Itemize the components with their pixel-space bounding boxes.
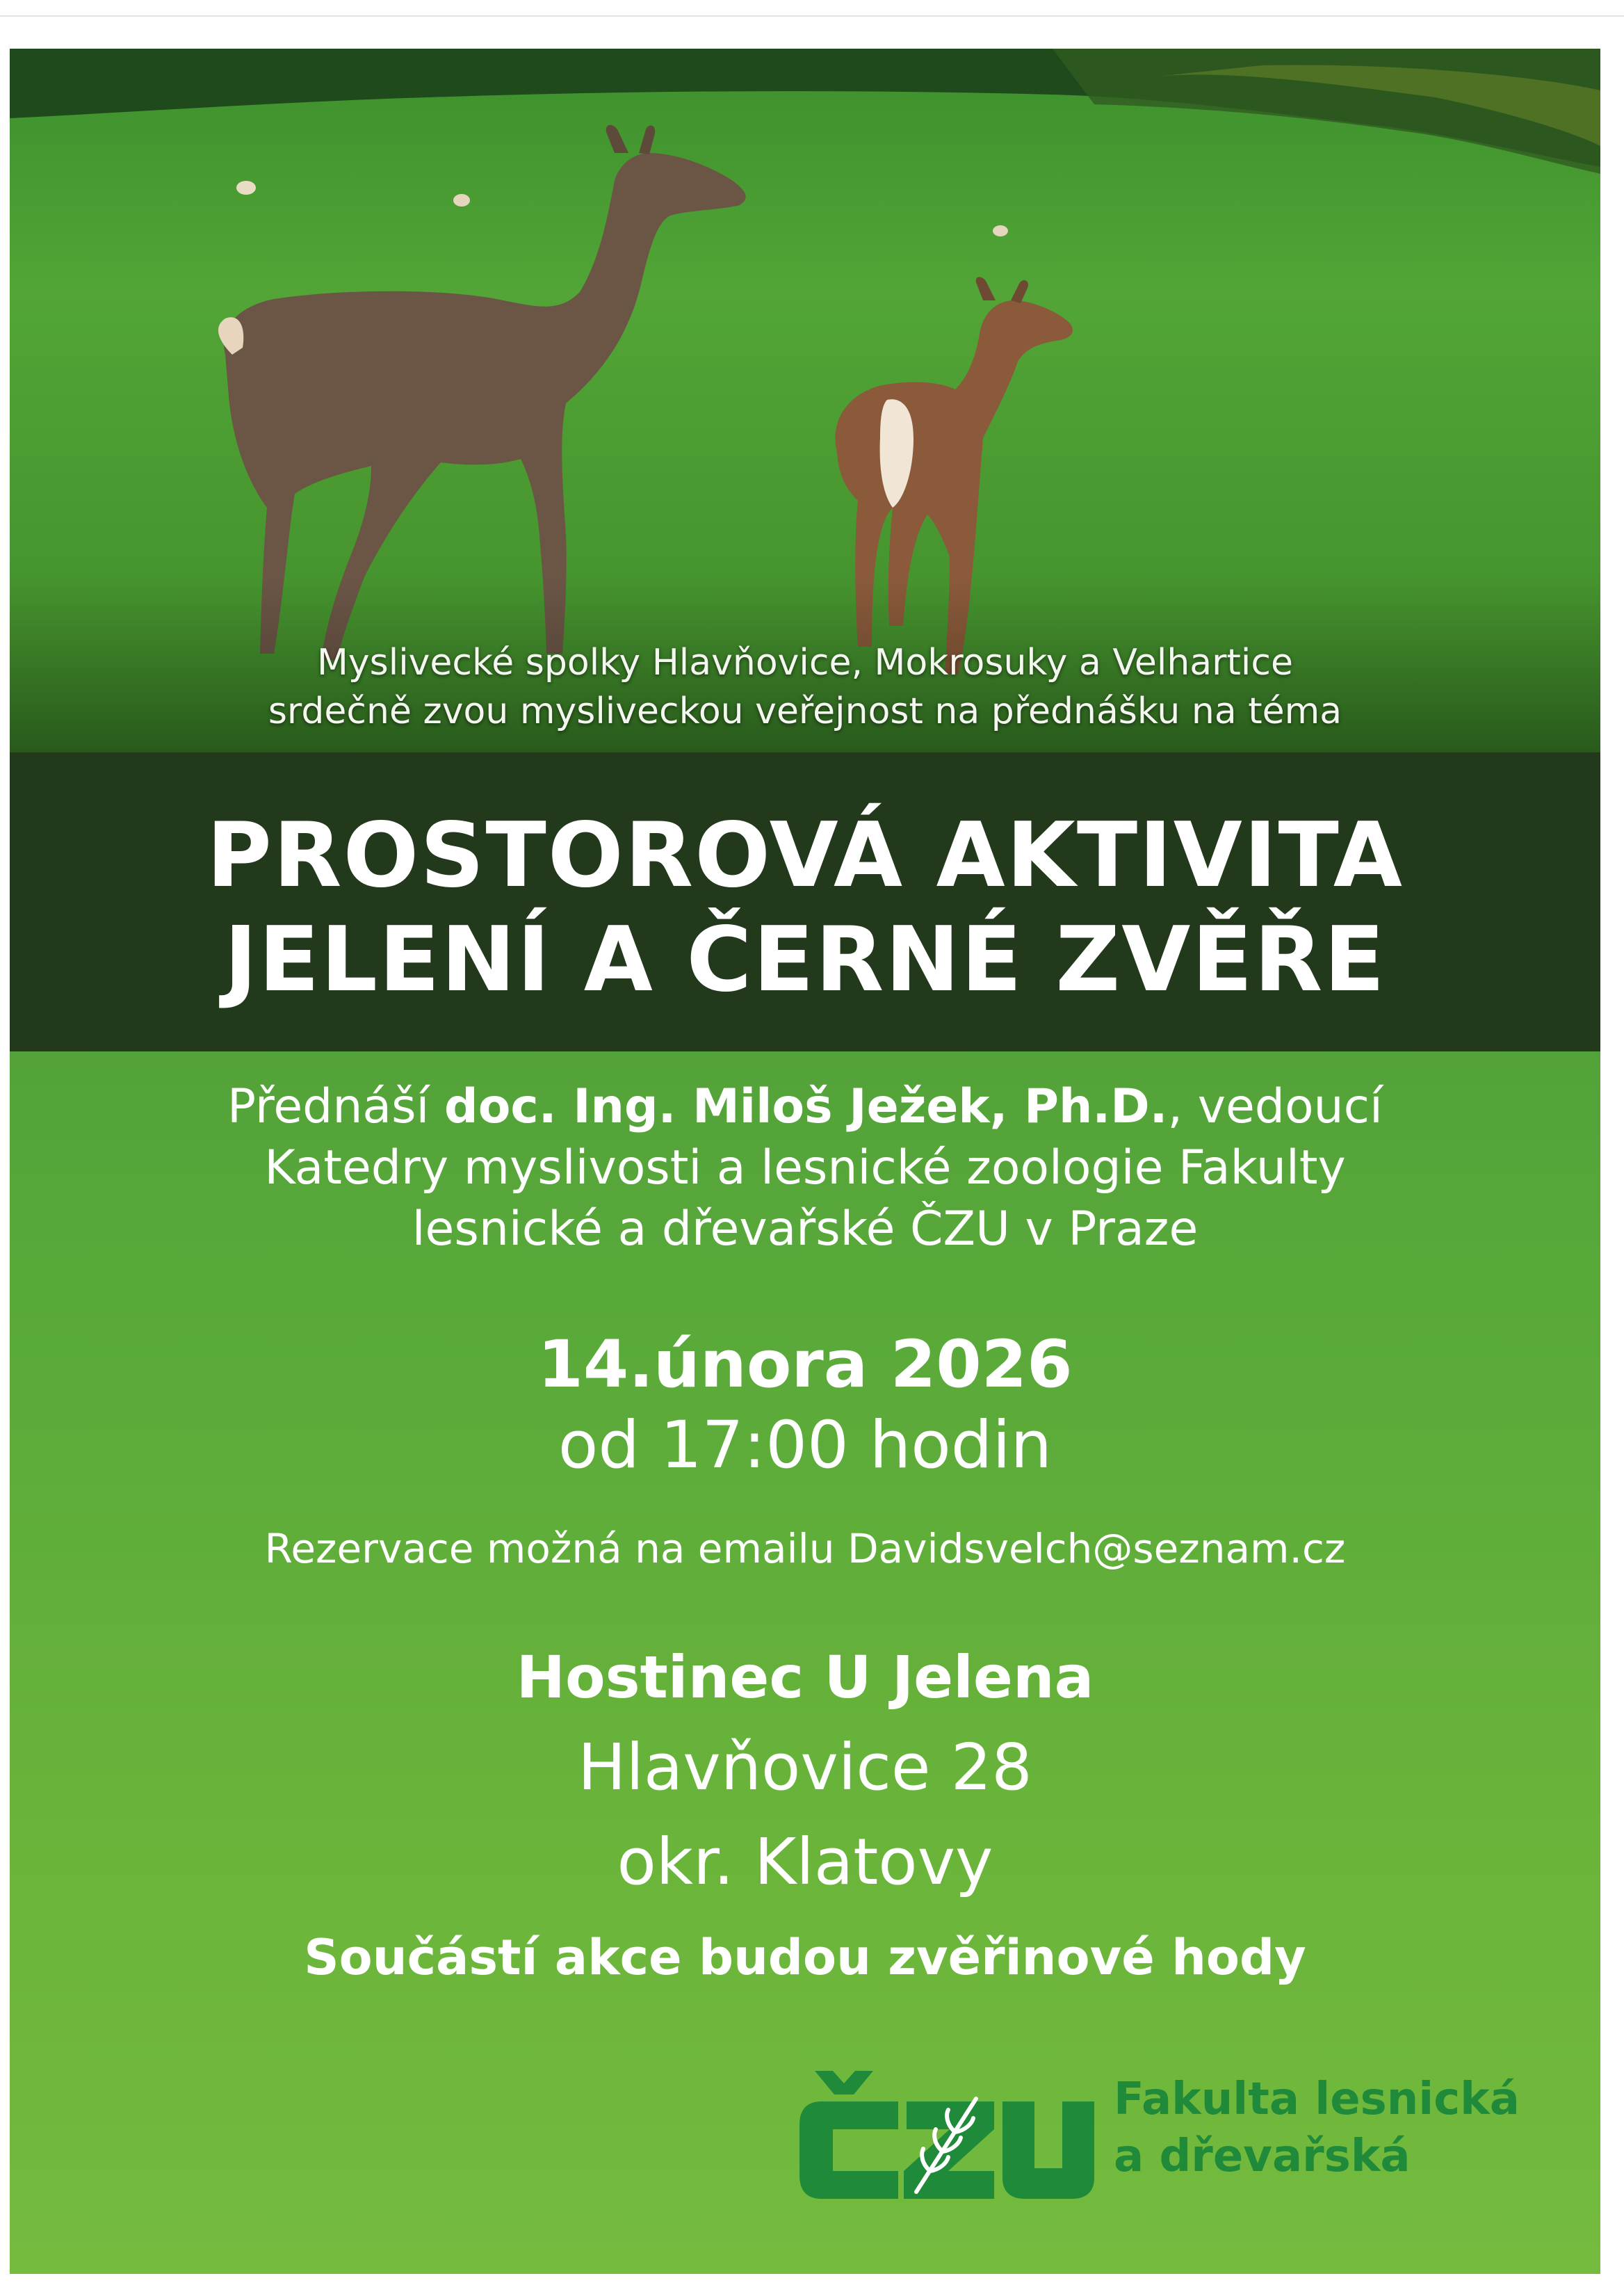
scan-edge-line xyxy=(0,15,1624,17)
title-band xyxy=(10,752,1600,1051)
czu-logo-icon xyxy=(794,2053,1100,2213)
lecturer-line-1 xyxy=(10,1076,1600,1138)
event-time: od 17:00 hodin xyxy=(558,1407,1053,1483)
lecturer-name: doc. Ing. Miloš Ježek, Ph.D. xyxy=(444,1079,1168,1134)
invitation-line-2: srdečně zvou mysliveckou veřejnost na přednášku na téma xyxy=(268,691,1342,732)
venue-name: Hostinec U Jelena xyxy=(516,1643,1094,1711)
lecturer-line-3: lesnické a dřevařské ČZU v Praze xyxy=(412,1202,1199,1257)
lecturer-line-2: Katedry myslivosti a lesnické zoologie Fakulty xyxy=(264,1140,1346,1195)
lecturer-block xyxy=(10,1076,1600,1260)
reservation-text: Rezervace možná na emailu Davidsvelch@seznam.cz xyxy=(264,1525,1346,1572)
feast-note: Součástí akce budou zvěřinové hody xyxy=(304,1929,1306,1986)
czu-logo xyxy=(794,2053,1531,2213)
poster xyxy=(10,49,1600,2274)
event-date: 14.února 2026 xyxy=(537,1327,1073,1403)
lecturer-suffix: , vedoucí xyxy=(1167,1079,1383,1134)
venue-address: Hlavňovice 28 xyxy=(578,1730,1032,1805)
title-line-1: PROSTOROVÁ AKTIVITA xyxy=(206,804,1404,907)
faculty-line-1: Fakulta lesnická xyxy=(1114,2074,1520,2125)
faculty-line-2: a dřevařská xyxy=(1114,2131,1411,2182)
venue-district: okr. Klatovy xyxy=(617,1825,993,1899)
deer-photo xyxy=(10,49,1600,752)
faculty-name xyxy=(1114,2071,1520,2185)
lecturer-prefix: Přednáší xyxy=(227,1079,445,1134)
title-line-2: JELENÍ A ČERNÉ ZVĚŘE xyxy=(224,908,1386,1012)
invitation-line-1: Myslivecké spolky Hlavňovice, Mokrosuky a Velhartice xyxy=(317,642,1293,684)
